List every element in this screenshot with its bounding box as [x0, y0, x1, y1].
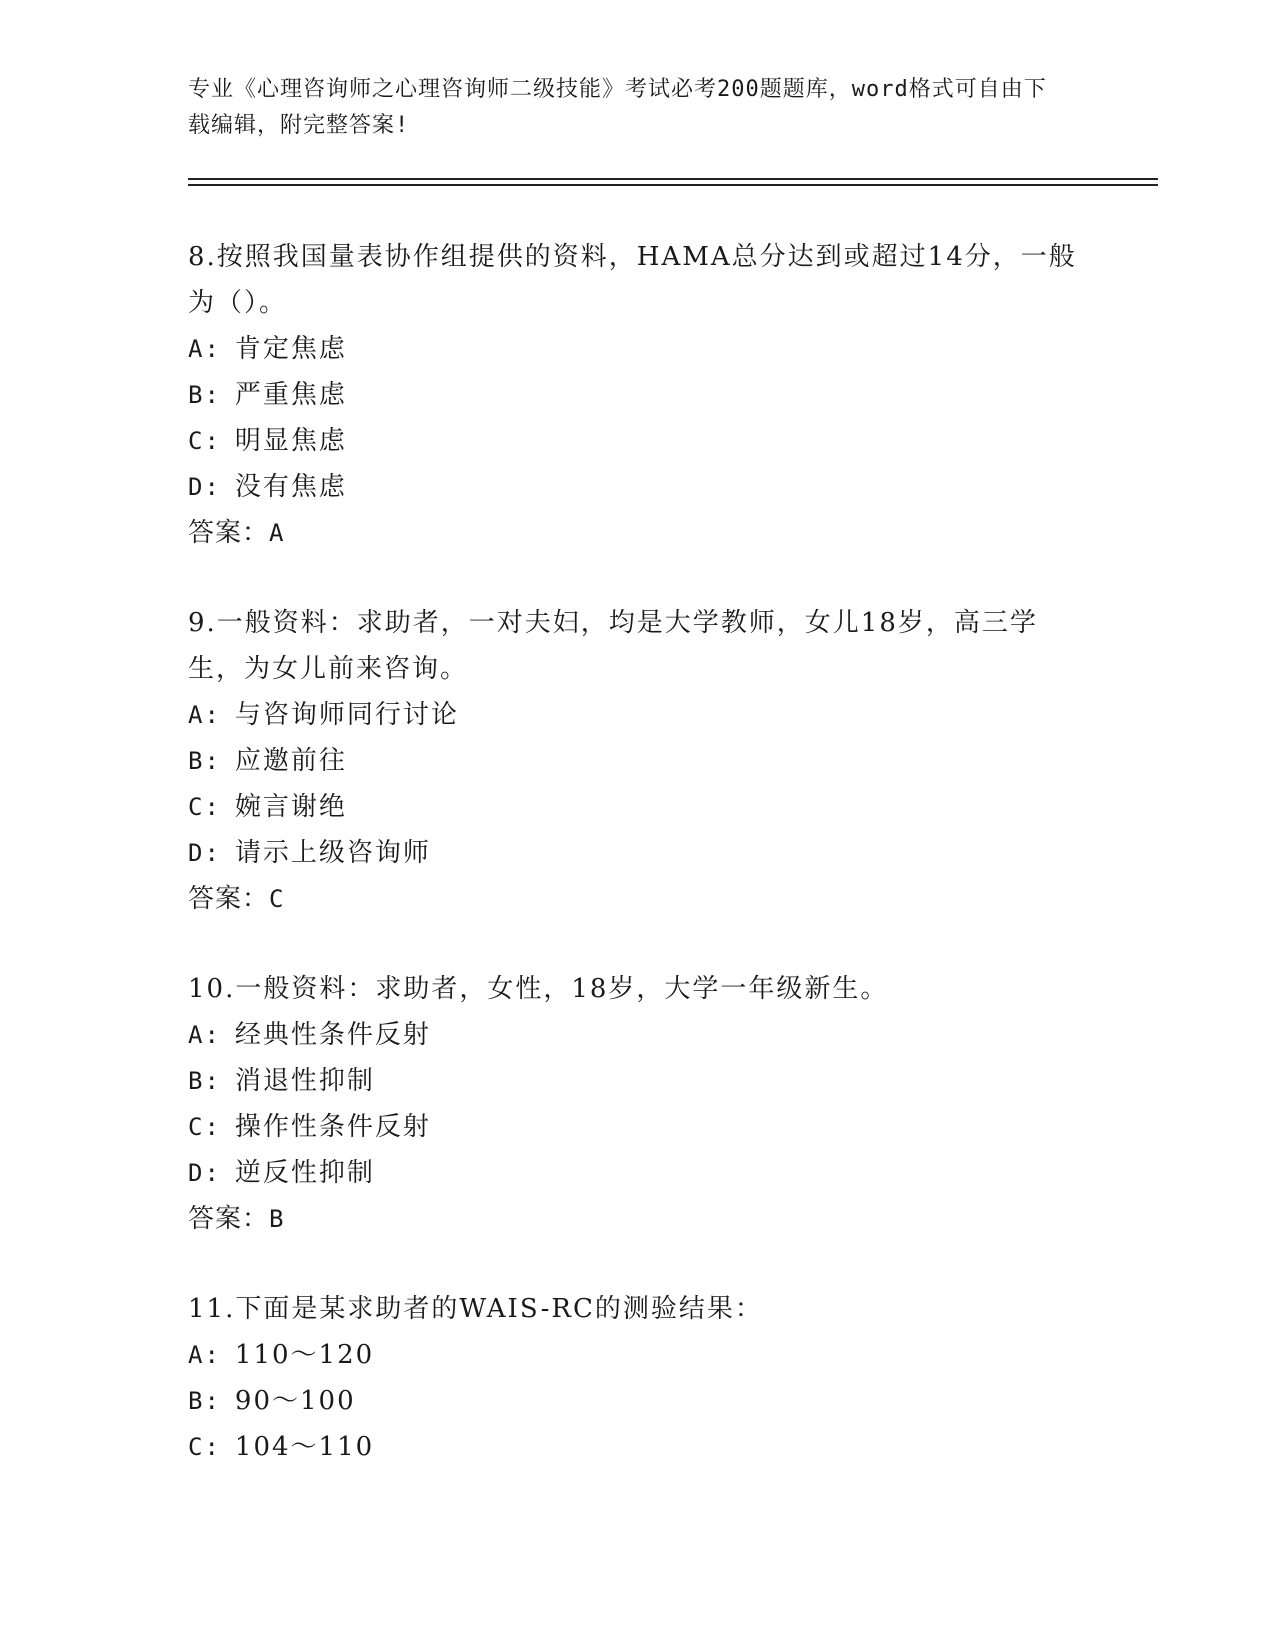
option-key: B:	[188, 1067, 221, 1095]
option-key: D:	[188, 839, 221, 867]
option-key: D:	[188, 473, 221, 501]
option-text: 请示上级咨询师	[234, 838, 431, 868]
option-text: 110～120	[234, 1340, 375, 1370]
option-text: 应邀前往	[234, 746, 347, 776]
option-key: A:	[188, 701, 221, 729]
option-b	[188, 372, 1088, 418]
option-key: A:	[188, 1021, 221, 1049]
option-text: 没有焦虑	[234, 472, 347, 502]
question-10	[188, 966, 1088, 1242]
option-key: A:	[188, 335, 221, 363]
question-8	[188, 234, 1088, 556]
option-text: 婉言谢绝	[234, 792, 347, 822]
option-a	[188, 692, 1088, 738]
option-d	[188, 830, 1088, 876]
answer-value: A	[269, 519, 285, 547]
option-c	[188, 784, 1088, 830]
option-key: C:	[188, 793, 221, 821]
option-key: C:	[188, 427, 221, 455]
option-text: 90～100	[234, 1386, 356, 1416]
option-a	[188, 326, 1088, 372]
answer-label: 答案：	[188, 884, 270, 914]
answer-label: 答案：	[188, 518, 270, 548]
question-11	[188, 1286, 1088, 1470]
answer-line	[188, 876, 1088, 922]
answer-label: 答案：	[188, 1204, 270, 1234]
option-text: 操作性条件反射	[234, 1112, 431, 1142]
option-b	[188, 738, 1088, 784]
question-stem: 11.下面是某求助者的WAIS-RC的测验结果：	[188, 1294, 763, 1324]
option-key: C:	[188, 1433, 221, 1461]
option-d	[188, 464, 1088, 510]
answer-line	[188, 1196, 1088, 1242]
option-text: 明显焦虑	[234, 426, 347, 456]
option-key: B:	[188, 1387, 221, 1415]
option-b	[188, 1058, 1088, 1104]
option-text: 经典性条件反射	[234, 1020, 431, 1050]
document-intro: 专业《心理咨询师之心理咨询师二级技能》考试必考200题题库，word格式可自由下载编辑，附完整答案!	[188, 77, 1047, 138]
header-divider-top	[188, 178, 1158, 180]
option-key: D:	[188, 1159, 221, 1187]
answer-value: C	[269, 885, 285, 913]
option-text: 肯定焦虑	[234, 334, 347, 364]
option-text: 消退性抑制	[234, 1066, 375, 1096]
option-c	[188, 1424, 1088, 1470]
option-text: 严重焦虑	[234, 380, 347, 410]
option-c	[188, 418, 1088, 464]
option-key: C:	[188, 1113, 221, 1141]
option-a	[188, 1332, 1088, 1378]
option-key: A:	[188, 1341, 221, 1369]
answer-value: B	[269, 1205, 285, 1233]
question-stem: 9.一般资料：求助者，一对夫妇，均是大学教师，女儿18岁，高三学生，为女儿前来咨询。	[188, 608, 1038, 684]
option-text: 104～110	[234, 1432, 375, 1462]
option-text: 逆反性抑制	[234, 1158, 375, 1188]
option-b	[188, 1378, 1088, 1424]
option-key: B:	[188, 747, 221, 775]
option-c	[188, 1104, 1088, 1150]
question-stem: 8.按照我国量表协作组提供的资料，HAMA总分达到或超过14分，一般为（）。	[188, 242, 1077, 318]
answer-line	[188, 510, 1088, 556]
option-a	[188, 1012, 1088, 1058]
header-divider-bottom	[188, 184, 1158, 186]
option-text: 与咨询师同行讨论	[234, 700, 459, 730]
option-key: B:	[188, 381, 221, 409]
question-stem: 10.一般资料：求助者，女性，18岁，大学一年级新生。	[188, 974, 889, 1004]
question-9	[188, 600, 1088, 922]
option-d	[188, 1150, 1088, 1196]
